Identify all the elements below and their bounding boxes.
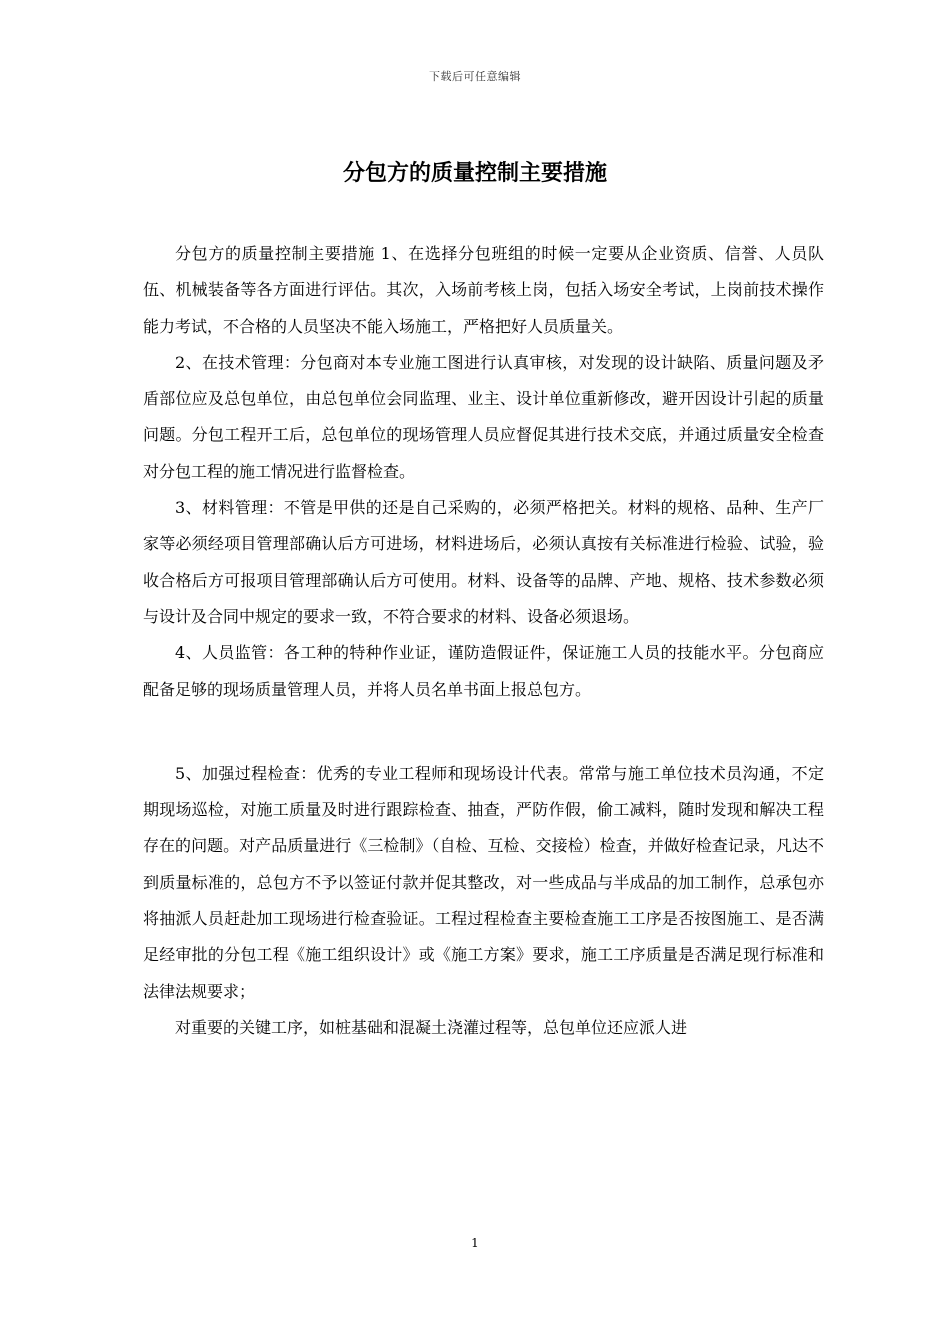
paragraph-2: 2、在技术管理：分包商对本专业施工图进行认真审核，对发现的设计缺陷、质量问题及矛盾部位应及总包单位，由总包单位会同监理、业主、设计单位重新修改，避开因设计引起的质量问题。分包工程开工后，总包单位的现场管理人员应督促其进行技术交底，并通过质量安全检查对分包工程的施工情况进行监督检查。 bbox=[143, 352, 824, 481]
paragraph-1: 分包方的质量控制主要措施 1、在选择分包班组的时候一定要从企业资质、信誉、人员队伍、机械装备等各方面进行评估。其次，入场前考核上岗，包括入场安全考试，上岗前技术操作能力考试，不合格的人员坚决不能入场施工，严格把好人员质量关。 bbox=[143, 244, 824, 336]
paragraph-spacer bbox=[143, 708, 824, 756]
paragraph-4: 4、人员监管：各工种的特种作业证，谨防造假证件，保证施工人员的技能水平。分包商应配备足够的现场质量管理人员，并将人员名单书面上报总包方。 bbox=[143, 643, 824, 699]
header-note: 下载后可任意编辑 bbox=[429, 70, 521, 83]
paragraph-3: 3、材料管理：不管是甲供的还是自己采购的，必须严格把关。材料的规格、品种、生产厂家等必须经项目管理部确认后方可进场，材料进场后，必须认真按有关标准进行检验、试验，验收合格后方可报项目管理部确认后方可使用。材料、设备等的品牌、产地、规格、技术参数必须与设计及合同中规定的要求一致，不符合要求的材料、设备必须退场。 bbox=[143, 498, 824, 626]
page-number: 1 bbox=[471, 1236, 479, 1250]
paragraph-6: 对重要的关键工序，如桩基础和混凝土浇灌过程等，总包单位还应派人进 bbox=[175, 1017, 688, 1037]
document-body bbox=[143, 236, 824, 1046]
paragraph-5: 5、加强过程检查：优秀的专业工程师和现场设计代表。常常与施工单位技术员沟通，不定期现场巡检，对施工质量及时进行跟踪检查、抽查，严防作假，偷工减料，随时发现和解决工程存在的问题。对产品质量进行《三检制》（自检、互检、交接检）检查，并做好检查记录，凡达不到质量标准的，总包方不予以签证付款并促其整改，对一些成品与半成品的加工制作，总承包亦将抽派人员赶赴加工现场进行检查验证。工程过程检查主要检查施工工序是否按图施工、是否满足经审批的分包工程《施工组织设计》或《施工方案》要求，施工工序质量是否满足现行标准和法律法规要求； bbox=[143, 763, 824, 1001]
document-title: 分包方的质量控制主要措施 bbox=[342, 161, 607, 186]
